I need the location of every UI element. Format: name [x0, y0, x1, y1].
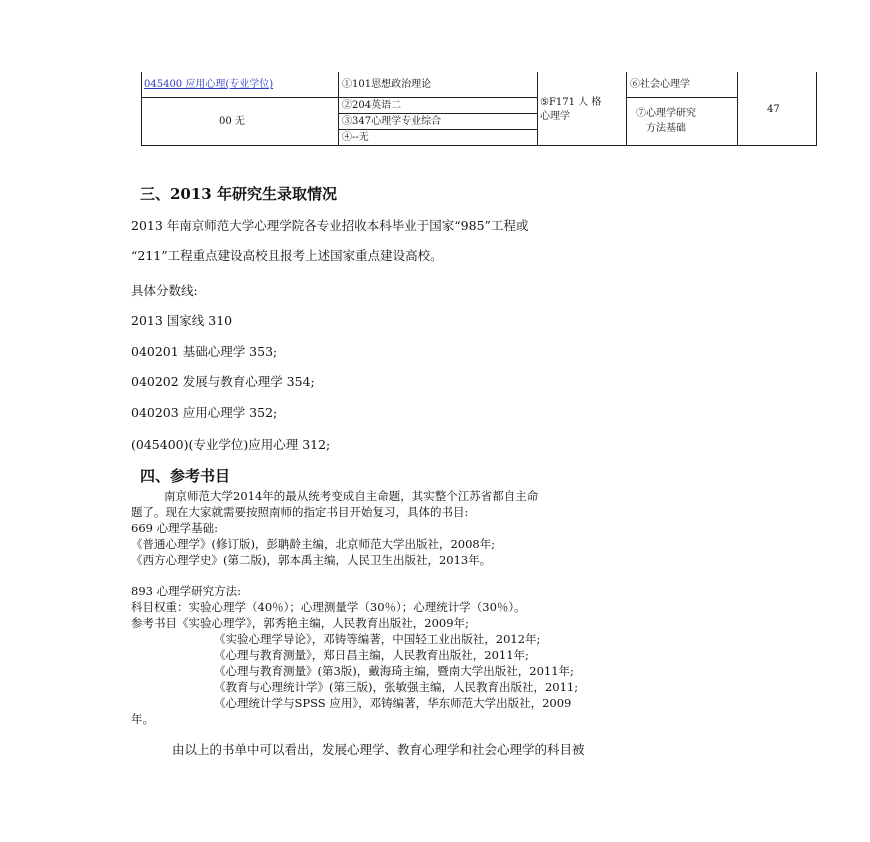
enrollment-quota: 47 [767, 104, 780, 115]
section-3-paragraph-line2: “211”工程重点建设高校且报考上述国家重点建设高校。 [131, 248, 443, 263]
score-line-040203: 040203 应用心理学 352; [131, 405, 278, 420]
reference-book-2: 《实验心理学导论》，邓铸等编著，中国轻工业出版社，2012年; [214, 632, 541, 646]
score-line-045400: (045400)(专业学位)应用心理 312; [131, 437, 331, 452]
closing-paragraph: 由以上的书单中可以看出，发展心理学、教育心理学和社会心理学的科目被 [172, 742, 585, 757]
table-border [626, 72, 627, 146]
score-line-040201: 040201 基础心理学 353; [131, 344, 278, 359]
research-direction: 00 无 [219, 116, 245, 127]
reference-book-6: 《心理统计学与SPSS 应用》，邓铸编著，华东师范大学出版社，2009 [214, 696, 572, 710]
section-4-heading: 四、参考书目 [140, 467, 231, 485]
section-3-heading: 三、2013 年研究生录取情况 [140, 185, 337, 203]
admission-table [141, 72, 817, 146]
table-border [338, 72, 339, 146]
reference-book-1: 参考书目《实验心理学》，郭秀艳主编，人民教育出版社，2009年; [131, 616, 469, 630]
table-border [338, 129, 538, 130]
section-3-paragraph-line1: 2013 年南京师范大学心理学院各专业招收本科毕业于国家“985”工程或 [131, 218, 529, 233]
scores-label: 具体分数线: [131, 283, 198, 298]
reference-book-3: 《心理与教育测量》，郑日昌主编，人民教育出版社，2011年; [214, 648, 529, 662]
extra-subject-7-line1: ⑦心理学研究 [636, 108, 696, 119]
score-line-national: 2013 国家线 310 [131, 313, 233, 328]
score-line-040202: 040202 发展与教育心理学 354; [131, 374, 315, 389]
table-border [737, 72, 738, 146]
retest-subject-line1: ⑤F171 人 格 [540, 97, 602, 108]
retest-subject-line2: 心理学 [540, 111, 570, 122]
major-code-link[interactable]: 045400 应用心理(专业学位) [144, 79, 274, 90]
table-border [141, 97, 538, 98]
exam-subject-4: ④--无 [342, 132, 369, 143]
exam-subject-1: ①101思想政治理论 [342, 79, 432, 90]
table-border [338, 113, 538, 114]
exam-subject-3: ③347心理学专业综合 [342, 116, 442, 127]
intro-line1: 南京师范大学2014年的最从统考变成自主命题，其实整个江苏省都自主命 [164, 489, 539, 503]
exam-subject-2: ②204英语二 [342, 100, 402, 111]
table-border [626, 97, 738, 98]
extra-subject-7-line2: 方法基础 [646, 123, 686, 134]
table-border [816, 72, 817, 146]
course-669-label: 669 心理学基础: [131, 521, 218, 535]
book-669-1: 《普通心理学》(修订版)，彭聃龄主编，北京师范大学出版社，2008年; [131, 537, 496, 551]
extra-subject-6: ⑥社会心理学 [630, 79, 690, 90]
reference-book-5: 《教育与心理统计学》(第三版)，张敏强主编，人民教育出版社，2011; [214, 680, 579, 694]
table-border [141, 145, 817, 146]
table-border [537, 72, 538, 146]
reference-book-4: 《心理与教育测量》(第3版)，戴海琦主编，暨南大学出版社，2011年; [214, 664, 574, 678]
table-border [141, 72, 142, 146]
reference-book-6-tail: 年。 [131, 712, 154, 726]
intro-line2: 题了。现在大家就需要按照南师的指定书目开始复习，具体的书目: [131, 505, 469, 519]
book-669-2: 《西方心理学史》(第二版)，郭本禹主编，人民卫生出版社，2013年。 [131, 553, 492, 567]
course-893-label: 893 心理学研究方法: [131, 584, 241, 598]
subject-weights: 科目权重：实验心理学（40％）；心理测量学（30％）；心理统计学（30％）。 [131, 600, 526, 614]
